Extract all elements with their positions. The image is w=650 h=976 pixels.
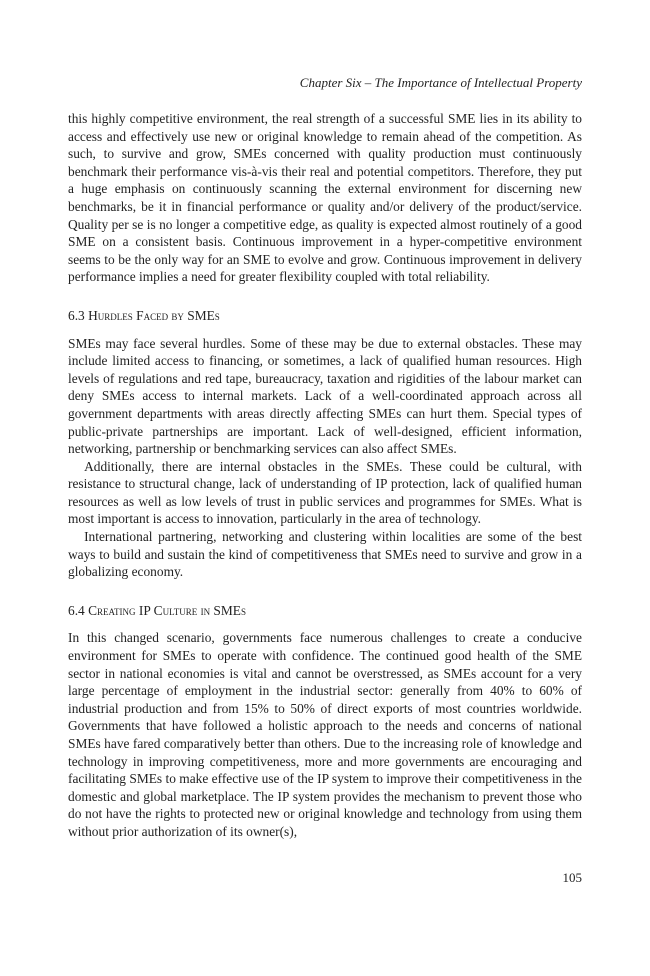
page-number: 105 <box>562 870 582 885</box>
section-title: Hurdles Faced by SMEs <box>88 307 220 323</box>
paragraph: SMEs may face several hurdles. Some of these may be due to external obstacles. These may include limited access to financing, or sometimes, a lack of qualified human resources. High levels of regulations and red tape, bureaucracy, taxation and rigidities of the labour market can deny SMEs access to internal markets. Lack of a well-coordinated approach across all government departments with areas directly affecting SMEs can hurt them. Special types of public-private partnerships are important. Lack of well-designed, efficient information, networking, partnership or benchmarking services can also affect SMEs. <box>68 335 582 457</box>
paragraph: Additionally, there are internal obstacles in the SMEs. These could be cultural, with resistance to structural change, lack of understanding of IP protection, lack of qualified human resources as well as low levels of trust in public services and programmes for SMEs. What is most important is access to innovation, particularly in the area of technology. <box>68 458 582 527</box>
section-number: 6.3 <box>68 307 85 323</box>
paragraph: In this changed scenario, governments face numerous challenges to create a conducive environment for SMEs to operate with confidence. The continued good health of the SME sector in national economies is vital and cannot be overstressed, as SMEs account for a very large percentage of employment in the industrial sector: generally from 40% to 60% of industrial production and from 15% to 50% of direct exports of most countries worldwide. Governments that have followed a holistic approach to the needs and concerns of national SMEs have fared comparatively better than others. Due to the increasing role of knowledge and technology in improving competitiveness, more and more governments are encouraging and facilitating SMEs to make effective use of the IP system to improve their competitiveness in the domestic and global marketplace. The IP system provides the mechanism to prevent those who do not have the rights to protected new or original knowledge and technology from using them without prior authorization of its owner(s), <box>68 630 582 839</box>
running-header: Chapter Six – The Importance of Intellectual Property <box>299 75 582 90</box>
body-text <box>68 110 582 841</box>
section-heading-6-3 <box>68 307 582 325</box>
section-heading-6-4 <box>68 602 582 620</box>
paragraph: International partnering, networking and clustering within localities are some of the best ways to build and sustain the kind of competitiveness that SMEs need to survive and grow in a globalizing economy. <box>68 529 582 580</box>
section-title: Creating IP Culture in SMEs <box>88 602 246 618</box>
intro-paragraph: this highly competitive environment, the real strength of a successful SME lies in its ability to access and effectively use new or original knowledge to remain ahead of the competition. As such, to survive and grow, SMEs concerned with quality production must continuously benchmark their performance vis-à-vis their real and potential competitors. Therefore, they put a huge emphasis on continuously scanning the external environment for discerning new benchmarks, be it in financial performance or quality and/or delivery of the product/service. Quality per se is no longer a competitive edge, as quality is expected almost routinely of a good SME on a consistent basis. Continuous improvement in a hyper-competitive environment seems to be the only way for an SME to evolve and grow. Continuous improvement in delivery performance implies a need for greater flexibility coupled with total reliability. <box>68 111 582 285</box>
section-number: 6.4 <box>68 602 85 618</box>
